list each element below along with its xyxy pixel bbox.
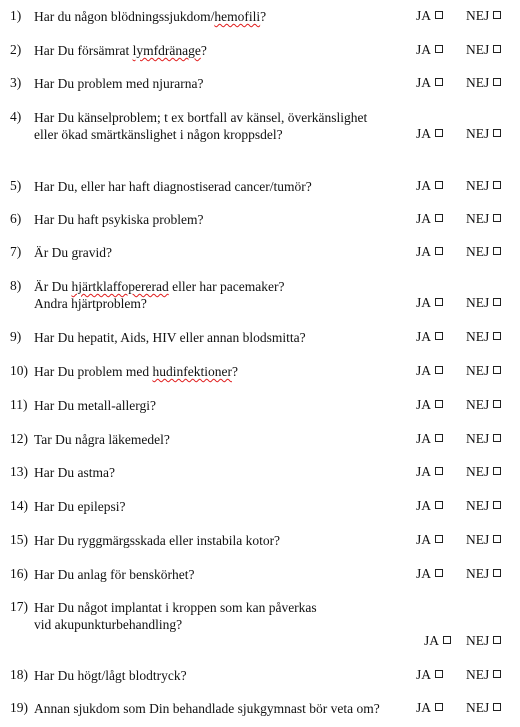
- yes-label: JA: [416, 532, 432, 547]
- question-text: [34, 464, 115, 481]
- no-label: NEJ: [466, 295, 490, 310]
- question-line: Tar Du några läkemedel?: [34, 432, 170, 447]
- question-number: 3): [10, 75, 22, 90]
- yes-label: JA: [416, 75, 432, 90]
- no-label: NEJ: [466, 566, 490, 581]
- no-label: NEJ: [466, 464, 490, 479]
- question-line: Annan sjukdom som Din behandlade sjukgymnast bör veta om?: [34, 701, 380, 716]
- no-checkbox[interactable]: [466, 42, 501, 58]
- checkbox-square-icon[interactable]: [493, 535, 501, 543]
- question-number: 18): [10, 667, 28, 682]
- no-label: NEJ: [466, 633, 490, 648]
- checkbox-square-icon[interactable]: [493, 569, 501, 577]
- question-text: [34, 8, 266, 25]
- yes-checkbox[interactable]: [416, 126, 443, 142]
- question-number: 12): [10, 431, 28, 446]
- question-text: [34, 42, 207, 59]
- question-number: 5): [10, 178, 22, 193]
- no-label: NEJ: [466, 178, 490, 193]
- yes-checkbox[interactable]: [416, 244, 443, 260]
- question-line: Är Du gravid?: [34, 245, 112, 260]
- no-label: NEJ: [466, 397, 490, 412]
- yes-checkbox[interactable]: [416, 667, 443, 683]
- question-number: 4): [10, 109, 22, 124]
- checkbox-square-icon[interactable]: [493, 703, 501, 711]
- no-checkbox[interactable]: [466, 397, 501, 413]
- no-label: NEJ: [466, 431, 490, 446]
- yes-checkbox[interactable]: [416, 397, 443, 413]
- no-checkbox[interactable]: [466, 464, 501, 480]
- question-number: 2): [10, 42, 22, 57]
- yes-label: JA: [416, 42, 432, 57]
- question-text: [34, 363, 238, 380]
- checkbox-square-icon[interactable]: [493, 129, 501, 137]
- question-line: Har Du hepatit, Aids, HIV eller annan blodsmitta?: [34, 330, 306, 345]
- no-checkbox[interactable]: [466, 431, 501, 447]
- question-text: [34, 700, 380, 717]
- no-label: NEJ: [466, 42, 490, 57]
- yes-checkbox[interactable]: [416, 700, 443, 716]
- yes-checkbox[interactable]: [416, 363, 443, 379]
- no-label: NEJ: [466, 363, 490, 378]
- yes-checkbox[interactable]: [416, 329, 443, 345]
- question-number: 16): [10, 566, 28, 581]
- checkbox-square-icon[interactable]: [435, 400, 443, 408]
- yes-label: JA: [416, 211, 432, 226]
- yes-checkbox[interactable]: [424, 633, 451, 649]
- question-text: [34, 75, 203, 92]
- no-checkbox[interactable]: [466, 363, 501, 379]
- question-text: [34, 329, 306, 346]
- checkbox-square-icon[interactable]: [493, 366, 501, 374]
- yes-label: JA: [416, 295, 432, 310]
- question-number: 6): [10, 211, 22, 226]
- question-number: 10): [10, 363, 28, 378]
- checkbox-square-icon[interactable]: [435, 501, 443, 509]
- checkbox-square-icon[interactable]: [493, 501, 501, 509]
- question-line: Har Du ryggmärgsskada eller instabila kotor?: [34, 533, 281, 548]
- no-checkbox[interactable]: [466, 126, 501, 142]
- yes-label: JA: [416, 178, 432, 193]
- checkbox-square-icon[interactable]: [435, 129, 443, 137]
- checkbox-square-icon[interactable]: [435, 11, 443, 19]
- checkbox-square-icon[interactable]: [493, 434, 501, 442]
- question-line: Har Du haft psykiska problem?: [34, 212, 204, 227]
- no-checkbox[interactable]: [466, 532, 501, 548]
- question-text: [34, 244, 112, 261]
- checkbox-square-icon[interactable]: [493, 467, 501, 475]
- checkbox-square-icon[interactable]: [493, 298, 501, 306]
- yes-checkbox[interactable]: [416, 431, 443, 447]
- question-line: Har Du anlag för benskörhet?: [34, 567, 195, 582]
- yes-label: JA: [416, 700, 432, 715]
- question-text: [34, 211, 203, 228]
- question-text: [34, 566, 194, 583]
- no-checkbox[interactable]: [466, 178, 501, 194]
- checkbox-square-icon[interactable]: [493, 400, 501, 408]
- yes-checkbox[interactable]: [416, 75, 443, 91]
- question-number: 8): [10, 278, 22, 293]
- question-text: [34, 431, 170, 448]
- no-label: NEJ: [466, 8, 490, 23]
- checkbox-square-icon[interactable]: [435, 467, 443, 475]
- no-checkbox[interactable]: [466, 8, 501, 24]
- checkbox-square-icon[interactable]: [493, 332, 501, 340]
- no-label: NEJ: [466, 667, 490, 682]
- question-text: [34, 397, 156, 414]
- yes-checkbox[interactable]: [416, 295, 443, 311]
- yes-label: JA: [416, 464, 432, 479]
- no-checkbox[interactable]: [466, 700, 501, 716]
- question-number: 14): [10, 498, 28, 513]
- question-text: [34, 498, 125, 515]
- yes-label: JA: [416, 566, 432, 581]
- yes-checkbox[interactable]: [416, 566, 443, 582]
- no-checkbox[interactable]: [466, 295, 501, 311]
- checkbox-square-icon[interactable]: [435, 214, 443, 222]
- checkbox-square-icon[interactable]: [435, 670, 443, 678]
- checkbox-square-icon[interactable]: [435, 703, 443, 711]
- checkbox-square-icon[interactable]: [493, 11, 501, 19]
- yes-label: JA: [416, 397, 432, 412]
- no-checkbox[interactable]: [466, 211, 501, 227]
- yes-label: JA: [416, 363, 432, 378]
- checkbox-square-icon[interactable]: [435, 247, 443, 255]
- question-text: [34, 178, 312, 195]
- no-checkbox[interactable]: [466, 329, 501, 345]
- question-number: 15): [10, 532, 28, 547]
- yes-checkbox[interactable]: [416, 464, 443, 480]
- yes-label: JA: [416, 329, 432, 344]
- no-checkbox[interactable]: [466, 667, 501, 683]
- checkbox-square-icon[interactable]: [435, 298, 443, 306]
- checkbox-square-icon[interactable]: [435, 434, 443, 442]
- no-checkbox[interactable]: [466, 633, 501, 649]
- question-text: [34, 532, 280, 549]
- yes-label: JA: [416, 244, 432, 259]
- question-line: vid akupunkturbehandling?: [34, 617, 183, 632]
- question-number: 1): [10, 8, 22, 23]
- question-line: Har Du, eller har haft diagnostiserad cancer/tumör?: [34, 179, 312, 194]
- yes-label: JA: [424, 633, 440, 648]
- checkbox-square-icon[interactable]: [493, 636, 501, 644]
- checkbox-square-icon[interactable]: [435, 332, 443, 340]
- question-line: Har Du problem med njurarna?: [34, 76, 204, 91]
- no-checkbox[interactable]: [466, 498, 501, 514]
- question-number: 9): [10, 329, 22, 344]
- question-line: Har du någon blödningssjukdom/hemofili?: [34, 9, 267, 24]
- checkbox-square-icon[interactable]: [443, 636, 451, 644]
- no-label: NEJ: [466, 700, 490, 715]
- yes-checkbox[interactable]: [416, 178, 443, 194]
- no-label: NEJ: [466, 244, 490, 259]
- question-number: 7): [10, 244, 22, 259]
- no-label: NEJ: [466, 211, 490, 226]
- checkbox-square-icon[interactable]: [435, 78, 443, 86]
- checkbox-square-icon[interactable]: [493, 181, 501, 189]
- question-number: 19): [10, 700, 28, 715]
- question-number: 13): [10, 464, 28, 479]
- yes-checkbox[interactable]: [416, 532, 443, 548]
- no-checkbox[interactable]: [466, 75, 501, 91]
- question-line: Har Du högt/lågt blodtryck?: [34, 668, 187, 683]
- question-number: 17): [10, 599, 28, 614]
- checkbox-square-icon[interactable]: [435, 366, 443, 374]
- checkbox-square-icon[interactable]: [493, 78, 501, 86]
- question-line: Är Du hjärtklaffopererad eller har pacemaker?: [34, 279, 285, 294]
- checkbox-square-icon[interactable]: [435, 181, 443, 189]
- question-line: Har Du epilepsi?: [34, 499, 126, 514]
- yes-checkbox[interactable]: [416, 211, 443, 227]
- yes-label: JA: [416, 667, 432, 682]
- question-text: [34, 599, 317, 633]
- no-label: NEJ: [466, 75, 490, 90]
- question-text: [34, 667, 187, 684]
- question-text: [34, 109, 367, 143]
- no-label: NEJ: [466, 532, 490, 547]
- no-label: NEJ: [466, 498, 490, 513]
- yes-checkbox[interactable]: [416, 8, 443, 24]
- checkbox-square-icon[interactable]: [493, 45, 501, 53]
- yes-checkbox[interactable]: [416, 498, 443, 514]
- question-line: Har Du astma?: [34, 465, 115, 480]
- no-label: NEJ: [466, 126, 490, 141]
- yes-label: JA: [416, 126, 432, 141]
- question-line: Har Du något implantat i kroppen som kan påverkas: [34, 600, 317, 615]
- yes-label: JA: [416, 8, 432, 23]
- checkbox-square-icon[interactable]: [493, 670, 501, 678]
- checkbox-square-icon[interactable]: [493, 214, 501, 222]
- yes-checkbox[interactable]: [416, 42, 443, 58]
- question-line: Har Du problem med hudinfektioner?: [34, 364, 238, 379]
- no-checkbox[interactable]: [466, 244, 501, 260]
- checkbox-square-icon[interactable]: [435, 45, 443, 53]
- question-line: Har Du känselproblem; t ex bortfall av känsel, överkänslighet: [34, 110, 368, 125]
- checkbox-square-icon[interactable]: [435, 535, 443, 543]
- question-line: eller ökad smärtkänslighet i någon kroppsdel?: [34, 127, 283, 142]
- no-label: NEJ: [466, 329, 490, 344]
- checkbox-square-icon[interactable]: [435, 569, 443, 577]
- question-line: Har Du metall-allergi?: [34, 398, 156, 413]
- question-line: Andra hjärtproblem?: [34, 296, 147, 311]
- yes-label: JA: [416, 498, 432, 513]
- question-text: [34, 278, 285, 312]
- question-line: Har Du försämrat lymfdränage?: [34, 43, 207, 58]
- question-number: 11): [10, 397, 28, 412]
- checkbox-square-icon[interactable]: [493, 247, 501, 255]
- yes-label: JA: [416, 431, 432, 446]
- no-checkbox[interactable]: [466, 566, 501, 582]
